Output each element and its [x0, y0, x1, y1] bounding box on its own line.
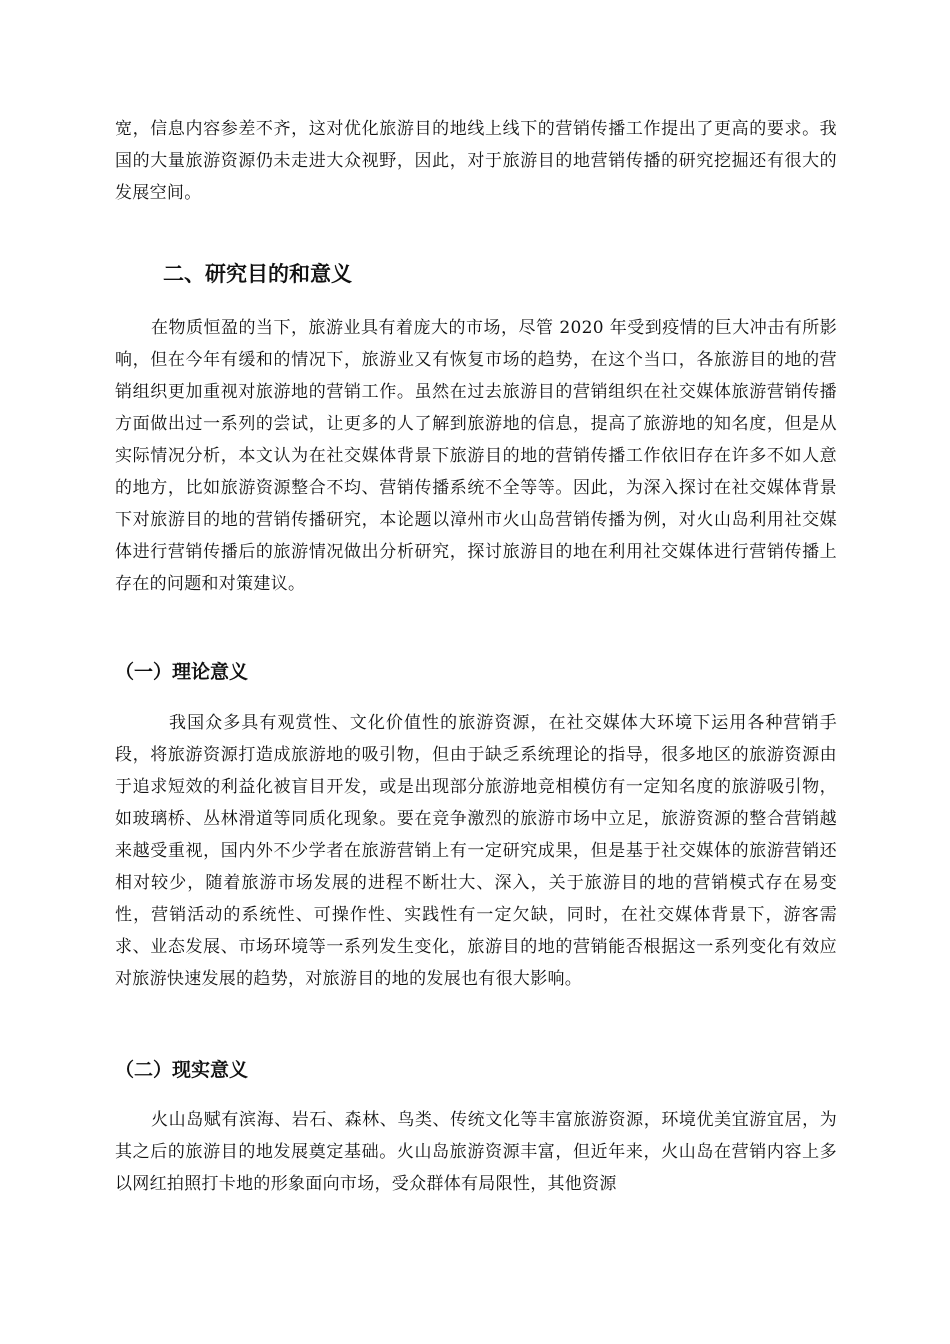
subsection-heading-practical-significance: （二）现实意义	[115, 1059, 249, 1081]
practical-significance-paragraph: 火山岛赋有滨海、岩石、森林、鸟类、传统文化等丰富旅游资源，环境优美宜游宜居，为其之后的旅游目的地发展奠定基础。火山岛旅游资源丰富，但近年来，火山岛在营销内容上多以网红拍照打卡地的形象面向市场，受众群体有局限性，其他资源	[115, 1110, 837, 1194]
subsection-heading-theoretical-significance: （一）理论意义	[115, 661, 249, 683]
section-heading-research-purpose: 二、研究目的和意义	[163, 262, 352, 286]
theoretical-significance-paragraph: 我国众多具有观赏性、文化价值性的旅游资源，在社交媒体大环境下运用各种营销手段，将旅游资源打造成旅游地的吸引物，但由于缺乏系统理论的指导，很多地区的旅游资源由于追求短效的利益化被盲目开发，或是出现部分旅游地竞相模仿有一定知名度的旅游吸引物，如玻璃桥、丛林滑道等同质化现象。要在竞争激烈的旅游市场中立足，旅游资源的整合营销越来越受重视，国内外不少学者在旅游营销上有一定研究成果，但是基于社交媒体的旅游营销还相对较少，随着旅游市场发展的进程不断壮大、深入，关于旅游目的地的营销模式存在易变性，营销活动的系统性、可操作性、实践性有一定欠缺，同时，在社交媒体背景下，游客需求、业态发展、市场环境等一系列发生变化，旅游目的地的营销能否根据这一系列变化有效应对旅游快速发展的趋势，对旅游目的地的发展也有很大影响。	[115, 713, 837, 989]
research-purpose-paragraph: 在物质恒盈的当下，旅游业具有着庞大的市场，尽管 2020 年受到疫情的巨大冲击有所影响，但在今年有缓和的情况下，旅游业又有恢复市场的趋势，在这个当口，各旅游目的地的营销组织更加重视对旅游地的营销工作。虽然在过去旅游目的营销组织在社交媒体旅游营销传播方面做出过一系列的尝试，让更多的人了解到旅游地的信息，提高了旅游地的知名度，但是从实际情况分析，本文认为在社交媒体背景下旅游目的地的营销传播工作依旧存在许多不如人意的地方，比如旅游资源整合不均、营销传播系统不全等等。因此，为深入探讨在社交媒体背景下对旅游目的地的营销传播研究，本论题以漳州市火山岛营销传播为例，对火山岛利用社交媒体进行营销传播后的旅游情况做出分析研究，探讨旅游目的地在利用社交媒体进行营销传播上存在的问题和对策建议。	[115, 318, 837, 594]
intro-paragraph: 宽，信息内容参差不齐，这对优化旅游目的地线上线下的营销传播工作提出了更高的要求。我国的大量旅游资源仍未走进大众视野，因此，对于旅游目的地营销传播的研究挖掘还有很大的发展空间。	[115, 119, 837, 203]
